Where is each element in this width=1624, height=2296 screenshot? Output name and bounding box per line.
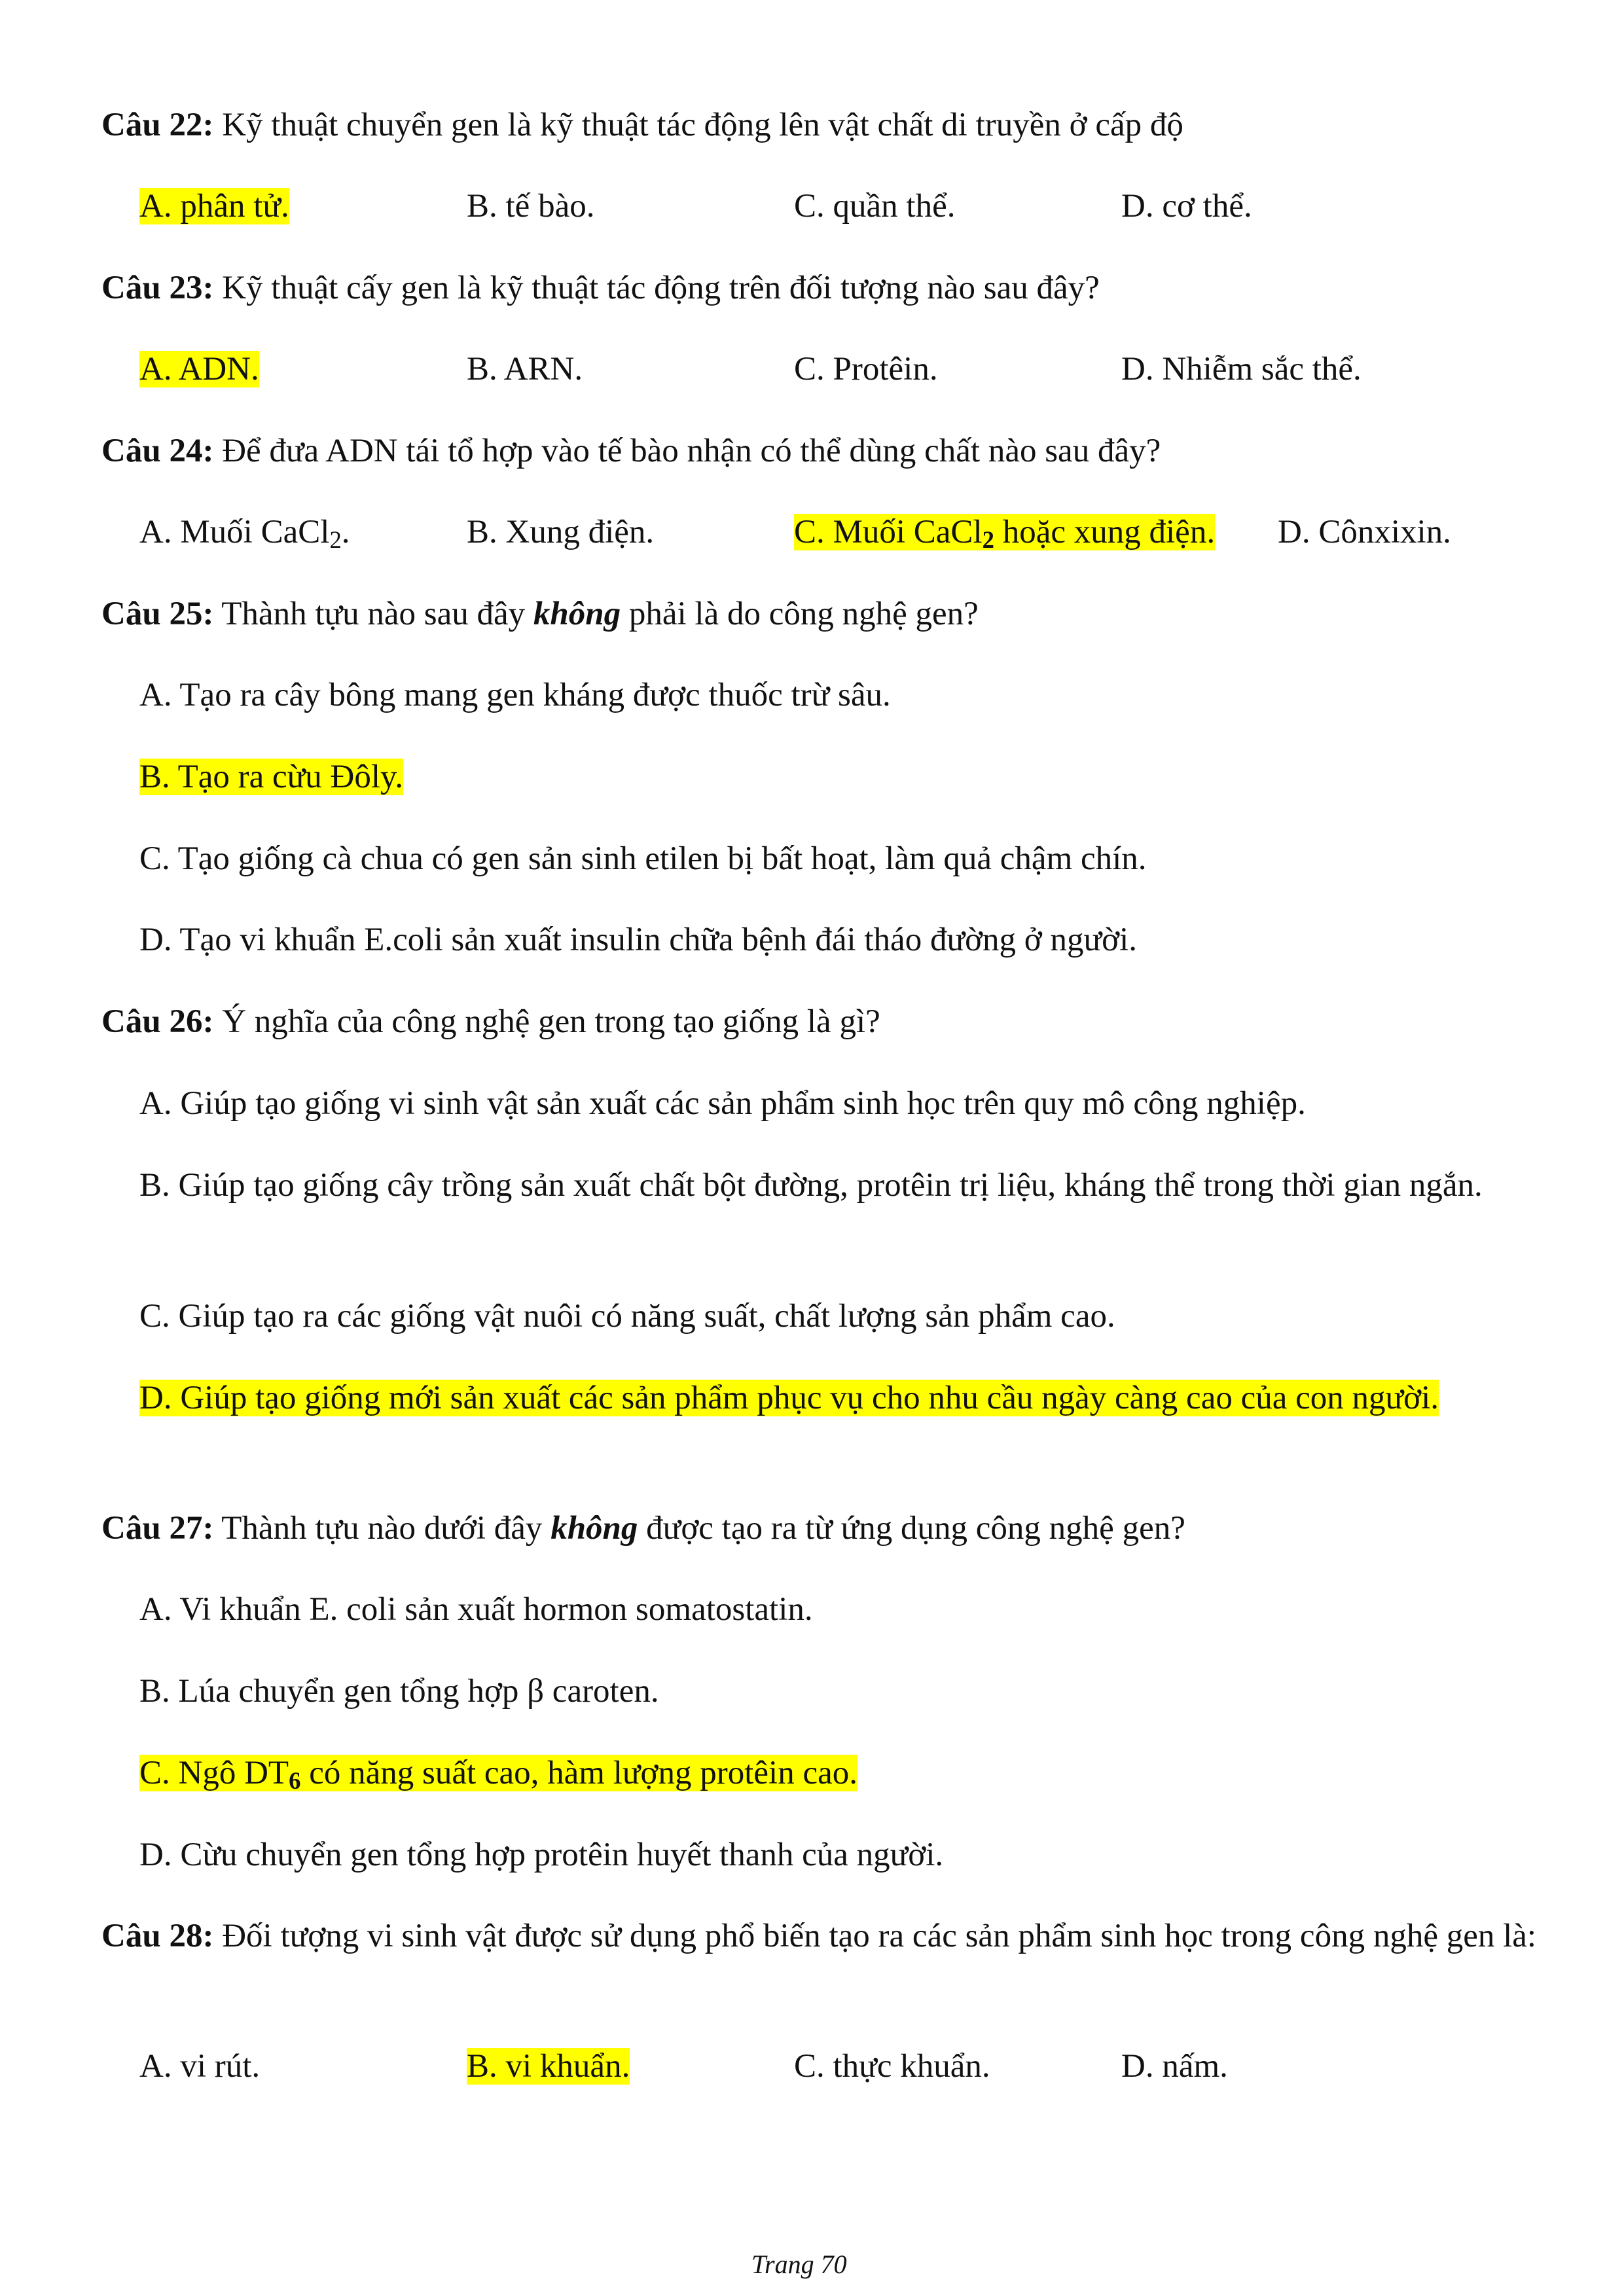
answer-highlight: D. Giúp tạo giống mới sản xuất các sản phẩm phục vụ cho nhu cầu ngày càng cao của con người.: [139, 1380, 1439, 1416]
question-23: [101, 268, 1100, 308]
option-text: có năng suất cao, hàm lượng protêin cao.: [300, 1755, 857, 1791]
question-label: Câu 23:: [101, 270, 214, 306]
question-26: [101, 1001, 880, 1042]
answer-highlight: [794, 514, 1216, 554]
option-22-c[interactable]: C. quần thể.: [794, 188, 956, 224]
question-text: Thành tựu nào sau đây: [221, 596, 533, 632]
subscript: 6: [289, 1767, 301, 1795]
answer-highlight: B. Tạo ra cừu Đôly.: [139, 759, 403, 795]
question-27: [101, 1508, 1185, 1549]
option-28-b[interactable]: [467, 2046, 630, 2087]
option-24-c[interactable]: [794, 512, 1215, 552]
option-23-b[interactable]: B. ARN.: [467, 351, 583, 387]
option-28-c[interactable]: C. thực khuẩn.: [794, 2048, 990, 2085]
subscript: 2: [329, 526, 342, 554]
option-text: A. Muối CaCl: [139, 514, 330, 550]
option-24-b[interactable]: B. Xung điện.: [467, 514, 655, 550]
option-24-d[interactable]: D. Cônxixin.: [1278, 514, 1451, 550]
question-text: Thành tựu nào dưới đây: [221, 1510, 551, 1547]
option-28-d[interactable]: D. nấm.: [1121, 2048, 1228, 2085]
option-26-a[interactable]: A. Giúp tạo giống vi sinh vật sản xuất các sản phẩm sinh học trên quy mô công nghiệp.: [139, 1085, 1306, 1122]
question-25: [101, 594, 979, 634]
question-22: [101, 105, 1183, 145]
option-23-c[interactable]: C. Protêin.: [794, 351, 938, 387]
option-26-b[interactable]: B. Giúp tạo giống cây trồng sản xuất chất bột đường, protêin trị liệu, kháng thể trong thời gian ngắn.: [139, 1167, 1483, 1204]
option-22-a[interactable]: [139, 186, 289, 226]
option-27-d[interactable]: D. Cừu chuyển gen tổng hợp protêin huyết thanh của người.: [139, 1837, 944, 1873]
option-27-c[interactable]: [139, 1753, 857, 1793]
option-25-a[interactable]: A. Tạo ra cây bông mang gen kháng được thuốc trừ sâu.: [139, 677, 891, 713]
option-28-a[interactable]: A. vi rút.: [139, 2048, 261, 2085]
option-24-a[interactable]: [139, 512, 350, 552]
question-label: Câu 22:: [101, 107, 214, 143]
option-25-b[interactable]: [139, 757, 403, 797]
option-text: hoặc xung điện.: [994, 514, 1216, 550]
question-text: Kỹ thuật chuyển gen là kỹ thuật tác động lên vật chất di truyền ở cấp độ: [222, 107, 1183, 143]
answer-highlight: B. vi khuẩn.: [467, 2048, 630, 2085]
option-22-d[interactable]: D. cơ thể.: [1121, 188, 1252, 224]
subscript: 2: [982, 526, 994, 554]
question-text: Kỹ thuật cấy gen là kỹ thuật tác động trên đối tượng nào sau đây?: [222, 270, 1100, 306]
option-27-a[interactable]: A. Vi khuẩn E. coli sản xuất hormon somatostatin.: [139, 1591, 813, 1628]
question-label: Câu 27:: [101, 1510, 214, 1547]
option-text: .: [341, 514, 350, 550]
page-number: Trang 70: [751, 2250, 847, 2279]
question-text: Ý nghĩa của công nghệ gen trong tạo giống là gì?: [222, 1003, 880, 1040]
question-label: Câu 24:: [101, 433, 214, 469]
question-label: Câu 28:: [101, 1918, 214, 1954]
question-text: Đối tượng vi sinh vật được sử dụng phổ biến tạo ra các sản phẩm sinh học trong công nghệ gen là:: [222, 1918, 1537, 1954]
option-25-d[interactable]: D. Tạo vi khuẩn E.coli sản xuất insulin chữa bệnh đái tháo đường ở người.: [139, 922, 1138, 958]
option-text: C. Ngô DT: [139, 1755, 289, 1791]
option-26-c[interactable]: C. Giúp tạo ra các giống vật nuôi có năng suất, chất lượng sản phẩm cao.: [139, 1298, 1115, 1335]
question-text: được tạo ra từ ứng dụng công nghệ gen?: [638, 1510, 1185, 1547]
question-label: Câu 26:: [101, 1003, 214, 1040]
option-23-a[interactable]: [139, 349, 259, 389]
emphasis-keyword: không: [533, 596, 621, 632]
question-24: [101, 431, 1161, 471]
option-text: C. Muối CaCl: [794, 514, 983, 550]
option-26-d[interactable]: [101, 1378, 1555, 1418]
option-22-b[interactable]: B. tế bào.: [467, 188, 595, 224]
question-text: phải là do công nghệ gen?: [621, 596, 979, 632]
question-28: [101, 1916, 1555, 1956]
option-27-b[interactable]: B. Lúa chuyển gen tổng hợp β caroten.: [139, 1673, 659, 1710]
question-label: Câu 25:: [101, 596, 214, 632]
option-25-c[interactable]: C. Tạo giống cà chua có gen sản sinh etilen bị bất hoạt, làm quả chậm chín.: [139, 840, 1147, 877]
answer-highlight: A. phân tử.: [139, 188, 289, 224]
question-text: Để đưa ADN tái tổ hợp vào tế bào nhận có thể dùng chất nào sau đây?: [222, 433, 1161, 469]
answer-highlight: A. ADN.: [139, 351, 259, 387]
emphasis-keyword: không: [550, 1510, 638, 1547]
answer-highlight: [139, 1755, 857, 1795]
option-23-d[interactable]: D. Nhiễm sắc thể.: [1121, 351, 1362, 387]
